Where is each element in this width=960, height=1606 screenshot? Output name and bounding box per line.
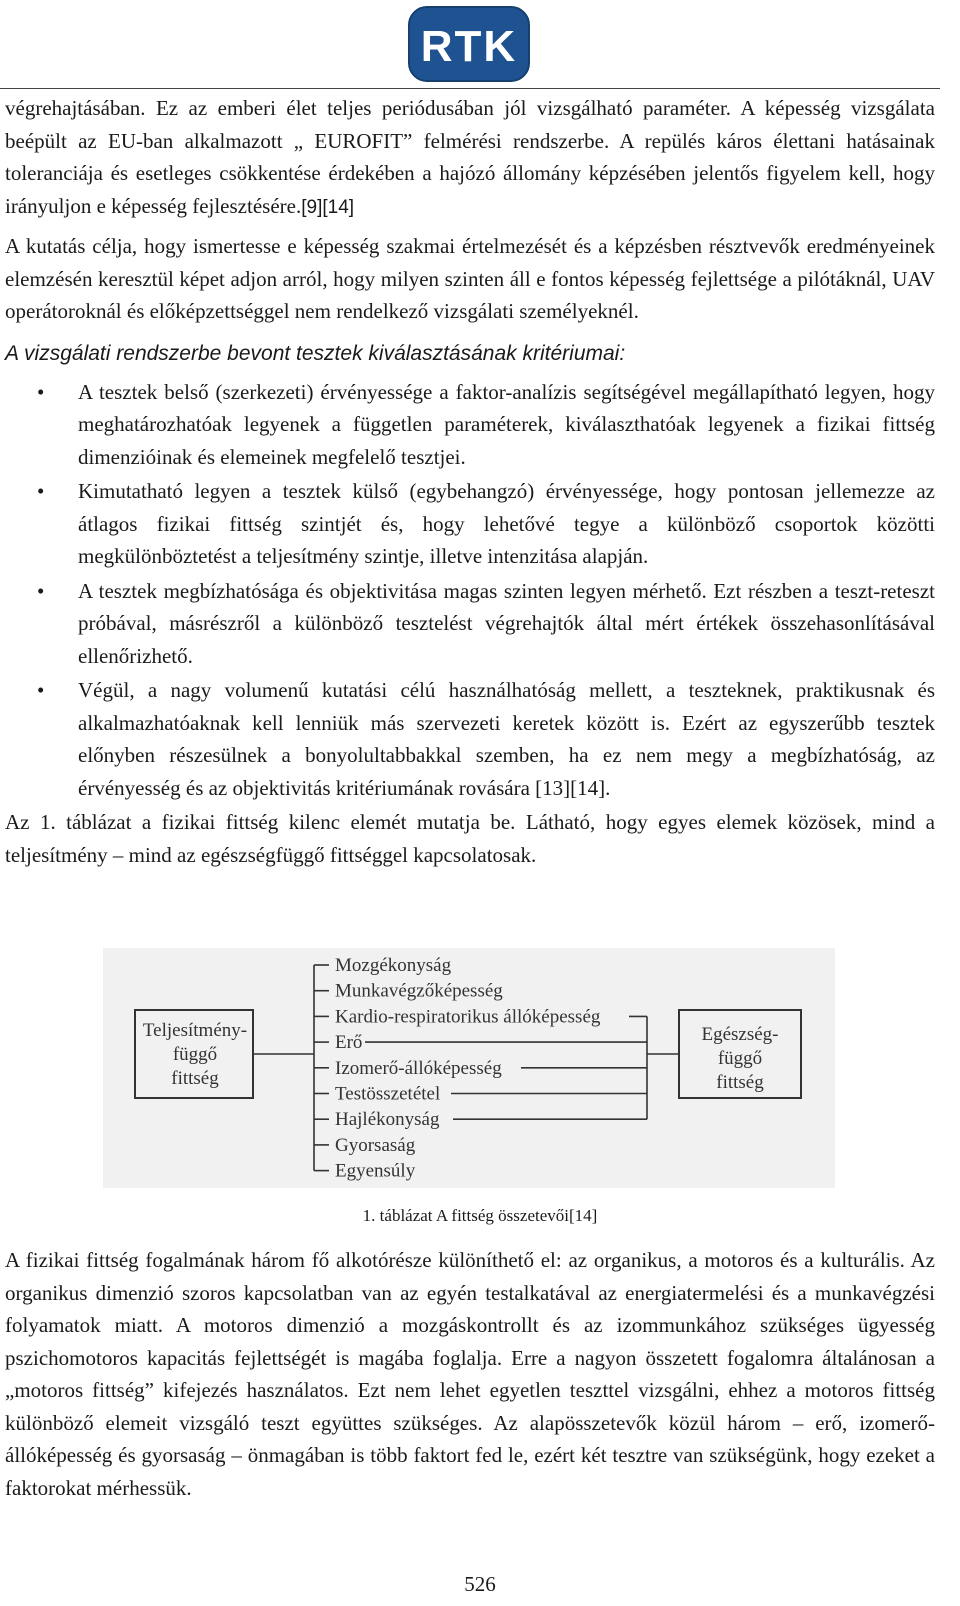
diagram-item: Testösszetétel xyxy=(335,1083,441,1105)
list-item xyxy=(5,575,935,673)
diagram-item: Izomerő-állóképesség xyxy=(335,1057,502,1079)
rtk-logo xyxy=(408,6,530,82)
diagram-item: Kardio-respiratorikus állóképesség xyxy=(335,1006,601,1028)
paragraph-3: Az 1. táblázat a fizikai fittség kilenc elemét mutatja be. Látható, hogy egyes elemek közösek, mind a teljesítmény – mind az egészségfüggő fittséggel kapcsolatosak. xyxy=(5,810,935,867)
bullet-icon: • xyxy=(37,379,45,404)
performance-box-line-1: Teljesítmény- xyxy=(142,1020,248,1041)
paragraph-4: A fizikai fittség fogalmának három fő alkotórésze különíthető el: az organikus, a motoros és a kulturális. Az organikus dimenzió szoros kapcsolatban van az egyén testalkatával az energiatermelési és a munkavégzési folyamatok miatt. A motoros dimenzió a mozgáskontrollt és az izommunkához szükséges ügyesség pszichomotoros kapacitás fejlettségét is magába foglalja. Erre a nagyon összetett fogalomra általánosan a „motoros fittség” kifejezés használatos. Ezt nem lehet egyetlen teszttel vizsgálni, ehhez a motoros fittség különböző elemeit vizsgáló teszt együttes szükséges. Az alapösszetevők közül három – erő, izomerő-állóképesség és gyorsaság – önmagában is több faktort fed le, ezért két tesztre van szükségünk, hogy ezeket a faktorokat mérhessük. xyxy=(5,1248,935,1500)
criteria-list xyxy=(5,376,935,805)
list-item xyxy=(5,674,935,804)
diagram-item: Gyorsaság xyxy=(335,1134,416,1156)
health-box-line-2: függő xyxy=(717,1048,763,1069)
performance-box-line-2: függő xyxy=(172,1044,218,1065)
bullet-icon: • xyxy=(37,678,45,702)
fitness-diagram xyxy=(103,948,835,1188)
bullet-icon: • xyxy=(37,578,45,603)
paragraph-2: A kutatás célja, hogy ismertesse e képesség szakmai értelmezését és a képzésben résztvevők eredményeinek elemzésén keresztül képet adjon arról, hogy milyen szinten áll e fontos képesség fejlettsége a pilótáknál, UAV operátoroknál és előképzettséggel nem rendelkező vizsgálati személyeknél. xyxy=(5,234,935,323)
figure-caption: 1. táblázat A fittség összetevői[14] xyxy=(362,1206,598,1225)
list-item xyxy=(5,376,935,474)
diagram-item: Hajlékonyság xyxy=(335,1109,440,1131)
performance-box-line-3: fittség xyxy=(171,1068,219,1089)
diagram-svg xyxy=(103,948,835,1188)
paragraph-1-text: végrehajtásában. Ez az emberi élet teljes periódusában jól vizsgálható paraméter. A képesség vizsgálata beépült az EU-ban alkalmazott „ EUROFIT” felmérési rendszerbe. A repülés káros élettani hatásainak toleranciája és esetleges csökkentése érdekében a hajózó állomány képzésében jelentős figyelem kell, hogy irányuljon e képesség fejlesztésére. xyxy=(5,96,935,218)
health-box-line-1: Egészség- xyxy=(701,1024,779,1045)
page-number: 526 xyxy=(464,1572,496,1596)
diagram-item: Erő xyxy=(335,1032,363,1054)
health-box-line-3: fittség xyxy=(716,1072,764,1093)
list-item-text: Kimutatható legyen a tesztek külső (egybehangzó) érvényessége, hogy pontosan jellemezze az átlagos fizikai fittség szintjét és, hogy lehetővé tegye a különböző csoportok közötti megkülönböztetést a teljesítmény szintje, illetve intenzitása alapján. xyxy=(78,479,935,568)
list-item-text: A tesztek megbízhatósága és objektivitása magas szinten legyen mérhető. Ezt részben a teszt-reteszt próbával, másrészről a különböző tesztelést végrehajtók által mért értékek összehasonlításával ellenőrizhető. xyxy=(78,578,935,668)
diagram-item: Mozgékonyság xyxy=(335,955,452,976)
list-item-text: A tesztek belső (szerkezeti) érvényessége a faktor-analízis segítségével megállapítható legyen, hogy meghatározhatóak legyenek a független paraméterek, kiválaszthatóak legyenek a fizikai fittség dimenzióinak és elemeinek megfelelő tesztjei. xyxy=(78,379,935,469)
header-rule xyxy=(0,88,940,89)
svg-text:RTK: RTK xyxy=(420,22,518,71)
list-item xyxy=(5,475,935,573)
list-item-text: Végül, a nagy volumenű kutatási célú használhatóság mellett, a teszteknek, praktikusnak és alkalmazhatóaknak kell lenniük más szervezeti keretek között is. Ezért az egyszerűbb tesztek előnyben részesülnek a bonyolultabbakkal szemben, ha ez nem megy a megbízhatóság, az érvényesség és az objektivitás kritériumának rovására [13][14]. xyxy=(78,678,935,800)
paragraph-1 xyxy=(5,92,935,224)
diagram-item: Munkavégzőképesség xyxy=(335,980,503,1002)
diagram-item: Egyensúly xyxy=(335,1160,416,1182)
bullet-icon: • xyxy=(37,479,45,503)
body-text xyxy=(5,92,935,871)
section-heading: A vizsgálati rendszerbe bevont tesztek kiválasztásának kritériumai: xyxy=(5,341,626,365)
citation: [9][14] xyxy=(301,196,355,218)
